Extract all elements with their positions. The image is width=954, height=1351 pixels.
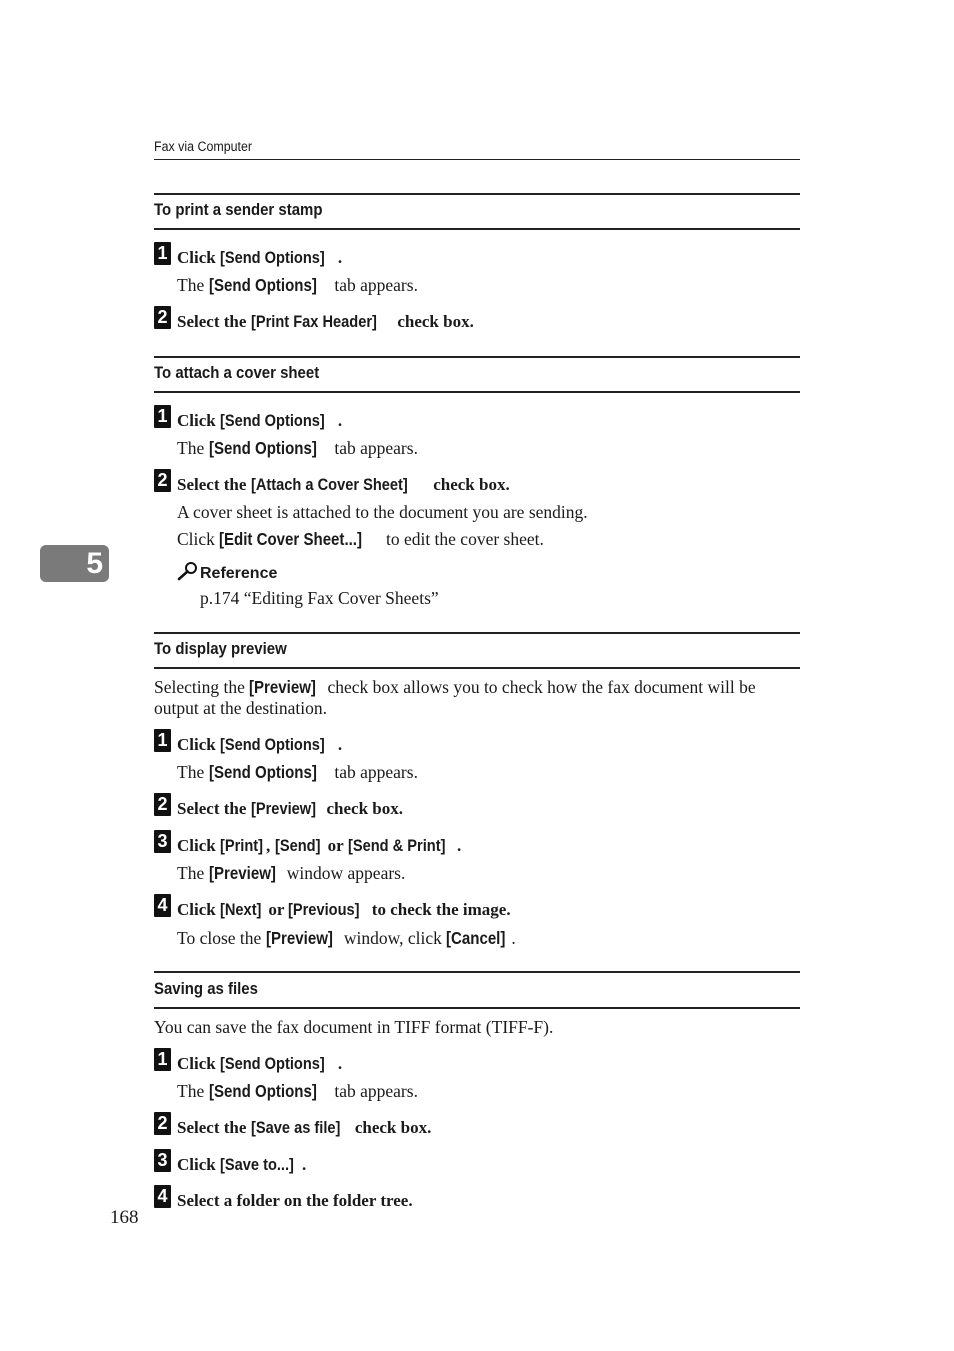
step-number-icon: 2	[154, 1112, 171, 1135]
step-text: ,	[266, 836, 275, 855]
step-description	[177, 1081, 418, 1102]
step-instruction	[177, 735, 342, 755]
step-instruction	[177, 900, 511, 920]
step-text: Select the	[177, 475, 251, 494]
ui-key: [Print]	[219, 836, 264, 855]
step-description	[177, 438, 418, 459]
step-description	[177, 928, 516, 949]
section-rule-top	[154, 971, 800, 973]
chapter-tab	[40, 545, 109, 582]
step-number-icon: 4	[154, 1185, 171, 1208]
reference-link[interactable]: p.174 “Editing Fax Cover Sheets”	[200, 588, 439, 608]
step-text: Click	[177, 1155, 220, 1174]
step-text: or	[264, 900, 289, 919]
ui-key: [Previous]	[288, 900, 360, 919]
step-text: Select the	[177, 799, 251, 818]
step-text: Click	[177, 735, 220, 754]
step-number-icon: 2	[154, 469, 171, 492]
desc-text: tab appears.	[330, 1081, 418, 1101]
step-text: .	[337, 1054, 343, 1073]
ui-key: [Edit Cover Sheet...]	[219, 529, 363, 549]
section-rule-bottom	[154, 391, 800, 393]
step-text: .	[337, 735, 343, 754]
section-title-saving: Saving as files	[154, 979, 258, 998]
desc-text: The	[177, 863, 209, 883]
step-description	[177, 529, 544, 550]
step-number-icon: 1	[154, 242, 171, 265]
ui-key: [Send Options]	[219, 411, 325, 430]
ui-key: [Preview]	[249, 677, 317, 697]
section-rule-bottom	[154, 1007, 800, 1009]
ui-key: [Next]	[219, 900, 262, 919]
step-text: Click	[177, 248, 220, 267]
ui-key: [Send Options]	[208, 438, 317, 458]
magnifier-icon	[177, 561, 199, 581]
step-instruction	[177, 1054, 342, 1074]
section-intro	[154, 677, 802, 719]
ui-key: [Send Options]	[219, 248, 325, 267]
reference-title: Reference	[200, 565, 278, 582]
step-text: check box.	[428, 475, 510, 494]
step-instruction	[177, 312, 474, 332]
ui-key: [Save to...]	[219, 1155, 294, 1174]
section-rule-top	[154, 356, 800, 358]
ui-key: [Cancel]	[446, 928, 506, 948]
step-text: .	[301, 1155, 307, 1174]
desc-text: tab appears.	[330, 762, 418, 782]
section-rule-bottom	[154, 667, 800, 669]
section-title-preview: To display preview	[154, 639, 287, 658]
ui-key: [Preview]	[265, 928, 333, 948]
desc-text: Click	[177, 529, 220, 549]
step-instruction	[177, 411, 342, 431]
desc-text: window, click	[339, 928, 447, 948]
step-text: .	[337, 411, 343, 430]
step-text: Click	[177, 1054, 220, 1073]
step-text: Select the	[177, 312, 251, 331]
ui-key: [Save as file]	[250, 1118, 341, 1137]
ui-key: [Print Fax Header]	[250, 312, 377, 331]
step-instruction	[177, 248, 342, 268]
chapter-number: 5	[86, 547, 103, 580]
step-number-icon: 4	[154, 894, 171, 917]
desc-text: tab appears.	[330, 438, 418, 458]
step-text: Click	[177, 900, 220, 919]
ui-key: [Send & Print]	[347, 836, 446, 855]
ui-key: [Send Options]	[219, 1054, 325, 1073]
step-description	[177, 863, 405, 884]
step-text: to check the image.	[367, 900, 511, 919]
running-header: Fax via Computer	[154, 139, 253, 154]
step-number-icon: 3	[154, 1149, 171, 1172]
intro-text: Selecting the	[154, 677, 250, 697]
intro-text: check box allows you to check how the fax document will be output at the destination.	[154, 677, 756, 718]
step-instruction	[177, 836, 461, 856]
step-instruction	[177, 1155, 306, 1175]
page-number: 168	[110, 1207, 139, 1228]
desc-text: to edit the cover sheet.	[381, 529, 544, 549]
step-text: Select the	[177, 1118, 251, 1137]
step-description: A cover sheet is attached to the document you are sending.	[177, 502, 588, 522]
step-text: Click	[177, 411, 220, 430]
section-rule-bottom	[154, 228, 800, 230]
step-text: or	[323, 836, 348, 855]
ui-key: [Send Options]	[219, 735, 325, 754]
section-rule-top	[154, 632, 800, 634]
step-instruction	[177, 799, 403, 819]
step-number-icon: 1	[154, 1048, 171, 1071]
ui-key: [Preview]	[250, 799, 316, 818]
step-text: Click	[177, 836, 220, 855]
ui-key: [Send]	[274, 836, 321, 855]
step-number-icon: 1	[154, 405, 171, 428]
step-number-icon: 2	[154, 793, 171, 816]
desc-text: To close the	[177, 928, 266, 948]
step-text: check box.	[322, 799, 403, 818]
section-rule-top	[154, 193, 800, 195]
step-text: check box.	[350, 1118, 432, 1137]
step-text: .	[457, 836, 462, 855]
desc-text: The	[177, 438, 209, 458]
ui-key: [Attach a Cover Sheet]	[250, 475, 408, 494]
desc-text: window appears.	[282, 863, 406, 883]
section-title-cover-sheet: To attach a cover sheet	[154, 363, 320, 382]
step-description	[177, 275, 418, 296]
ui-key: [Send Options]	[208, 1081, 317, 1101]
step-instruction	[177, 1118, 431, 1138]
desc-text: The	[177, 1081, 209, 1101]
step-number-icon: 2	[154, 306, 171, 329]
step-instruction	[177, 475, 510, 495]
ui-key: [Send Options]	[208, 762, 317, 782]
section-intro: You can save the fax document in TIFF format (TIFF-F).	[154, 1017, 554, 1037]
desc-text: tab appears.	[330, 275, 418, 295]
ui-key: [Send Options]	[208, 275, 317, 295]
step-number-icon: 1	[154, 729, 171, 752]
desc-text: The	[177, 762, 209, 782]
desc-text: The	[177, 275, 209, 295]
section-title-sender-stamp: To print a sender stamp	[154, 200, 323, 219]
step-number-icon: 3	[154, 830, 171, 853]
ui-key: [Preview]	[208, 863, 276, 883]
header-rule	[154, 159, 800, 160]
step-description	[177, 762, 418, 783]
step-instruction: Select a folder on the folder tree.	[177, 1191, 413, 1210]
step-text: .	[337, 248, 343, 267]
desc-text: .	[511, 928, 516, 948]
step-text: check box.	[393, 312, 474, 331]
